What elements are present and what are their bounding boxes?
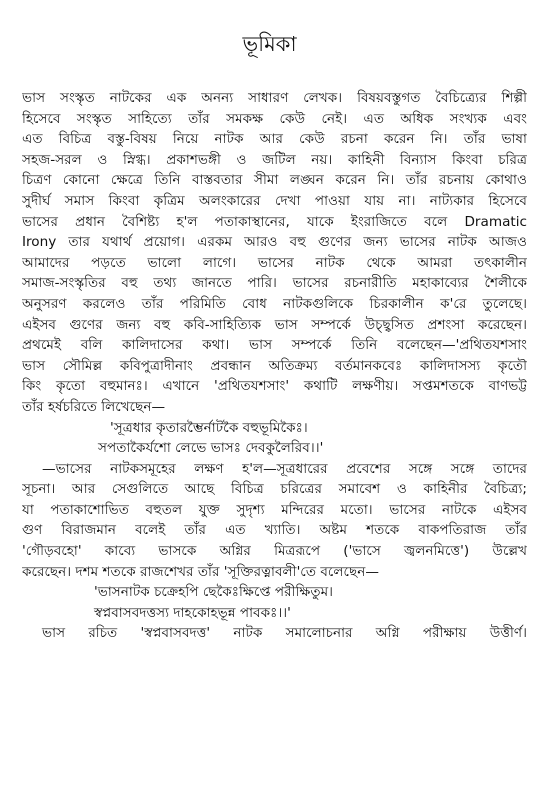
- verse-line: সপতাকৈর্যশো লেভে ভাসঃ দেবকুলৈরিব।।': [98, 440, 324, 457]
- body-text: [22, 88, 527, 644]
- verse-line: 'ভাসনাটক চক্রেহপি ছেকৈঃক্ষিপ্তে পরীক্ষিতুম।: [94, 584, 334, 601]
- text-line: আমাদের পড়তে ভালো লাগে। ভাসের নাটক থেকে আমরা তৎকালীন: [22, 254, 527, 271]
- text-line: ভাস সংস্কৃত নাটকের এক অনন্য সাধারণ লেখক। বিষয়বস্তুগত বৈচিত্র্যের শিল্পী: [22, 90, 527, 106]
- text-line: অনুসরণ করলেও তাঁর পরিমিতি বোধ নাটকগুলিকে চিরকালীন ক'রে তুলেছে।: [22, 295, 527, 312]
- text-line: কিং কৃতো বহুমানঃ। এখানে 'প্রথিতযশসাং' কথাটি লক্ষণীয়। সপ্তমশতকে বাণভট্ট: [22, 378, 527, 395]
- text-line: করেছেন। দশম শতকে রাজশেখর তাঁর 'সূক্তিরত্নাবলী'তে বলেছেন—: [22, 563, 379, 580]
- text-line: —ভাসের নাটকসমূহের লক্ষণ হ'ল—সূত্রধারের প্রবেশের সঙ্গে সঙ্গে তাদের: [42, 460, 527, 477]
- text-line: 'গৌড়বহো' কাব্যে ভাসকে অগ্নির মিত্ররূপে ('ভাসে জ্বলনমিত্তে') উল্লেখ: [22, 543, 527, 560]
- text-line: ভাস সৌমিল্ল কবিপুত্রাদীনাং প্রবন্ধান অতিক্রম্য বর্তমানকবেঃ কালিদাসস্য কৃতৌ: [22, 357, 527, 374]
- text-line: এত বিচিত্র বস্তু-বিষয় নিয়ে নাটক আর কেউ রচনা করেন নি। তাঁর ভাষা: [22, 131, 527, 148]
- text-line: সুদীর্ঘ সমাস কিংবা কৃত্রিম অলংকারের দেখা পাওয়া যায় না। নাট্যকার হিসেবে: [22, 192, 527, 209]
- text-line: তাঁর হর্ষচরিতে লিখেছেন—: [22, 398, 166, 415]
- text-line: যা পতাকাশোভিত বহুতল যুক্ত সুদৃশ্য মন্দিরের মতো। ভাসের নাটকে এইসব: [22, 501, 527, 518]
- text-line: সূচনা। আর সেগুলিতে আছে বিচিত্র চরিত্রের সমাবেশ ও কাহিনীর বৈচিত্র্য;: [22, 481, 527, 498]
- text-line: ভাসের প্রধান বৈশিষ্ট্য হ'ল পতাকাস্থানের, যাকে ইংরাজিতে বলে Dramatic: [22, 213, 527, 230]
- text-line: সহজ-সরল ও স্নিগ্ধ। প্রকাশভঙ্গী ও জটিল নয়। কাহিনী বিন্যাস কিংবা চরিত্র: [22, 151, 527, 168]
- verse-line: 'সূত্রধার কৃতারম্ভৈর্নাটকৈ বহুভূমিকৈঃ।: [110, 419, 308, 436]
- verse-line: স্বপ্নবাসবদত্তস্য দাহকোহভূন্ন পাবকঃ।।': [94, 604, 291, 621]
- text-line: ভাস রচিত 'স্বপ্নবাসবদত্ত' নাটক সমালোচনার অগ্নি পরীক্ষায় উত্তীর্ণ।: [42, 625, 527, 642]
- text-line: সমাজ-সংস্কৃতির বহু তথ্য জানতে পারি। ভাসের রচনারীতি মহাকাব্যের শৈলীকে: [22, 275, 527, 292]
- text-line: প্রথমেই বলি কালিদাসের কথা। ভাস সম্পর্কে তিনি বলেছেন—'প্রথিতযশসাং: [22, 337, 527, 354]
- text-line: এইসব গুণের জন্য বহু কবি-সাহিত্যিক ভাস সম্পর্কে উচ্ছ্বসিত প্রশংসা করেছেন।: [22, 316, 527, 333]
- page-title: ভূমিকা: [242, 32, 297, 56]
- text-line: হিসেবে সংস্কৃত সাহিত্যে তাঁর সমকক্ষ কেউ নেই। এত অধিক সংখ্যক এবং: [22, 110, 527, 127]
- text-line: চিত্রণ কোনো ক্ষেত্রে তিনি বাস্তবতার সীমা লঙ্ঘন করেন নি। তাঁর রচনায় কোথাও: [22, 172, 527, 189]
- text-line: গুণ বিরাজমান বলেই তাঁর এত খ্যাতি। অষ্টম শতকে বাকপতিরাজ তাঁর: [22, 522, 527, 539]
- text-line: Irony তার যথার্থ প্রয়োগ। এরকম আরও বহু গুণের জন্য ভাসের নাটক আজও: [22, 234, 527, 251]
